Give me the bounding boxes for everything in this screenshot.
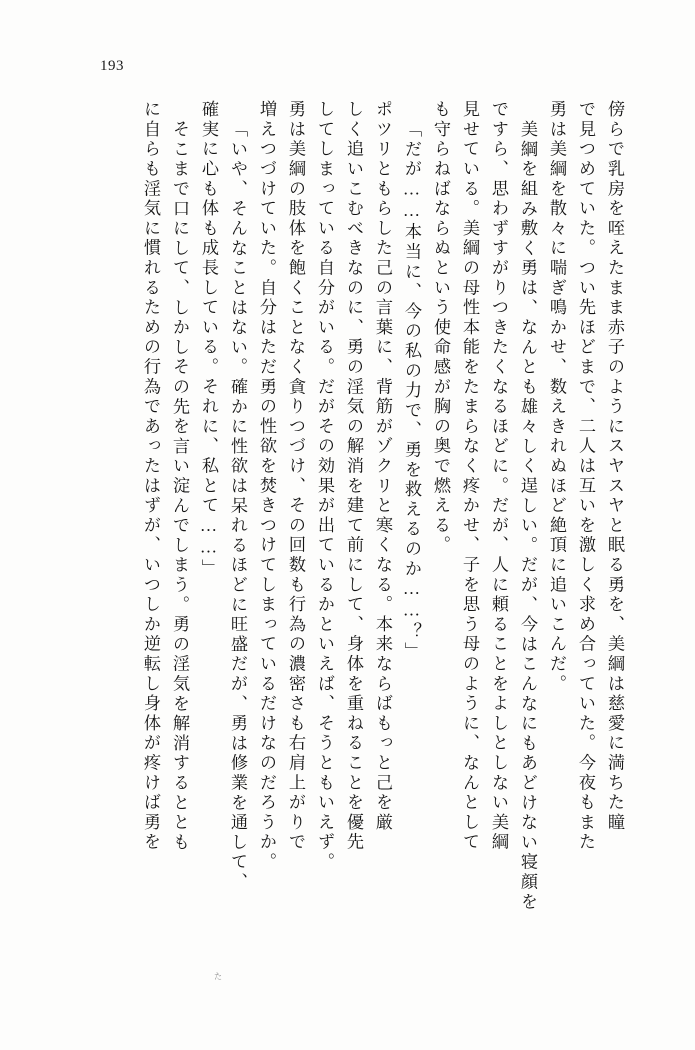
- text-column: も守らねばならぬという使命感が胸の奥で燃える。: [431, 100, 450, 556]
- text-column: ですら、思わずすがりつきたくなるほどに。だが、人に頼ることをよしとしない美綱: [489, 100, 508, 853]
- text-column: に自らも淫気に慣れるための行為であったはずが、いつしか逆転し身体が疼けば勇を: [141, 100, 160, 853]
- text-column: で見つめていた。つい先ほどまで、二人は互いを激しく求め合っていた。今夜もまた: [576, 100, 595, 853]
- text-column: 傍らで乳房を咥えたまま赤子のようにスヤスヤと眠る勇を、美綱は慈愛に満ちた瞳: [605, 100, 624, 833]
- text-column: 美綱を組み敷く勇は、なんとも雄々しく逞しい。だが、今はこんなにもあどけない寝顔を: [518, 120, 537, 912]
- text-column: 確実に心も体も成長している。それに、私とて……」: [199, 100, 218, 579]
- text-column: 「だが……本当に、今の私の力で、勇を救えるのか……？」: [402, 120, 421, 662]
- text-column: 勇は美綱の肢体を飽くことなく貪りつづけ、その回数も行為の濃密さも右肩上がりで: [286, 100, 305, 853]
- page-number: 193: [100, 58, 124, 74]
- text-column: 見せている。美綱の母性本能をたまらなく疼かせ、子を思う母のように、なんとして: [460, 100, 479, 853]
- text-column: 勇は美綱を散々に喘ぎ鳴かせ、数えきれぬほど絶頂に追いこんだ。: [547, 100, 566, 694]
- vertical-text-body: [72, 100, 623, 960]
- text-column: 増えつづけていた。自分はただ勇の性欲を焚きつけてしまっているだけなのだろうか。: [257, 100, 276, 873]
- text-column: 「いや、そんなことはない。確かに性欲は呆れるほどに旺盛だが、勇は修業を通して、: [228, 120, 247, 893]
- text-column: してしまっている自分がいる。だがその効果が出ているかといえば、そうともいえず。: [315, 100, 334, 873]
- text-column: そこまで口にして、しかしその先を言い淀んでしまう。勇の淫気を解消するととも: [170, 120, 189, 853]
- stray-mark: た: [214, 972, 222, 981]
- text-column: しく追いこむべきなのに、勇の淫気の解消を建て前にして、身体を重ねることを優先: [344, 100, 363, 853]
- text-column: ポツリともらした己の言葉に、背筋がゾクリと寒くなる。本来ならばもっと己を厳: [373, 100, 392, 833]
